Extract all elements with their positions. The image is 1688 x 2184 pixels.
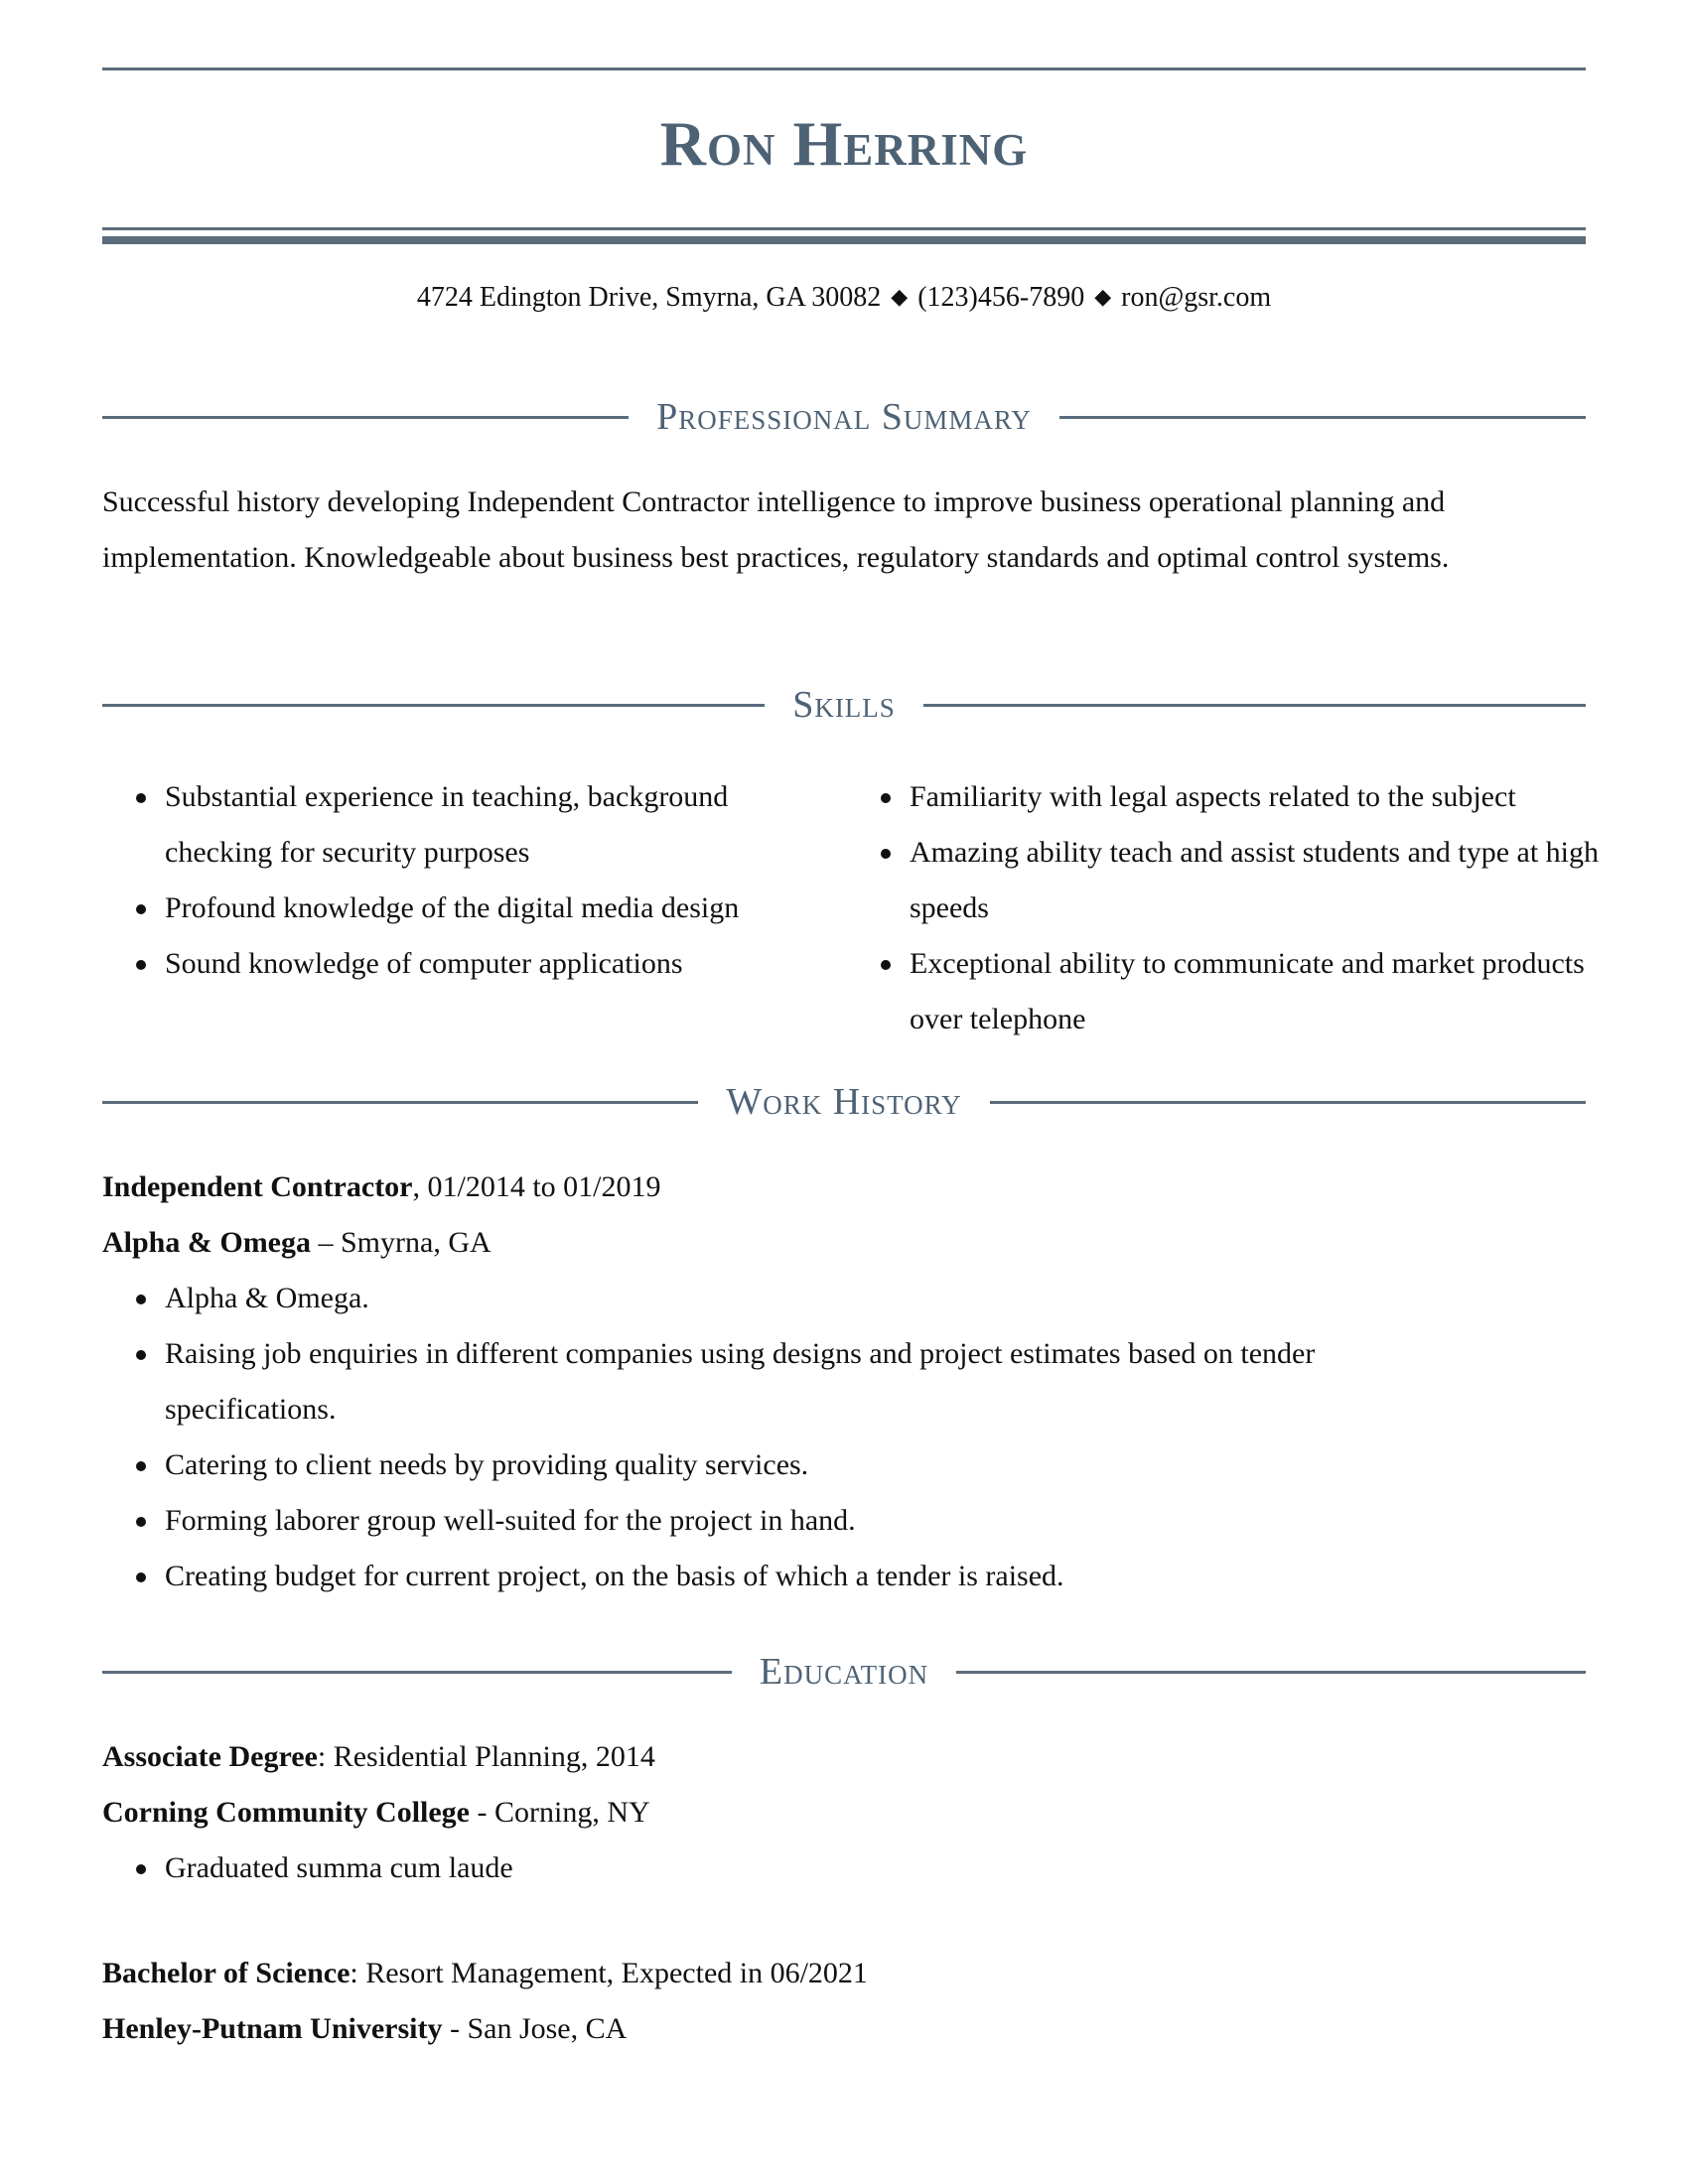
job-dates: , 01/2014 to 01/2019 (412, 1170, 661, 1203)
contact-email: ron@gsr.com (1121, 282, 1272, 313)
heading-rule-right (1059, 416, 1586, 419)
heading-rule-right (990, 1101, 1586, 1104)
heading-rule-right (956, 1671, 1586, 1674)
skills-list-left (102, 769, 817, 992)
school-name: Corning Community College (102, 1796, 470, 1829)
skill-item: Amazing ability teach and assist students and type at high speeds (847, 825, 1602, 936)
skill-item: Familiarity with legal aspects related to the subject (847, 769, 1602, 825)
education-bullets (102, 1841, 1586, 1896)
name-rule-thin (102, 227, 1586, 230)
summary-heading (102, 395, 1586, 439)
summary-title: Professional Summary (656, 396, 1032, 438)
skills-heading (102, 683, 1586, 727)
heading-rule-left (102, 1101, 698, 1104)
heading-rule-left (102, 416, 629, 419)
job-bullets (102, 1271, 1482, 1604)
school-location: - Corning, NY (470, 1796, 650, 1829)
heading-rule-left (102, 1671, 732, 1674)
job-title: Independent Contractor (102, 1170, 413, 1203)
school-name: Henley-Putnam University (102, 2012, 443, 2045)
work-title: Work History (726, 1081, 962, 1123)
job-bullet: Catering to client needs by providing quality services. (102, 1437, 1482, 1493)
top-rule (102, 68, 1586, 70)
skill-item: Sound knowledge of computer applications (102, 936, 817, 992)
degree-name: Associate Degree (102, 1740, 318, 1773)
school-line (102, 1785, 1586, 1841)
summary-text: Successful history developing Independent Contractor intelligence to improve business operational planning and implementation. Knowledgeable about business best practices, regulatory standards and optimal control systems. (102, 485, 1450, 574)
degree-detail: : Resort Management, Expected in 06/2021 (350, 1957, 868, 1989)
job-location: – Smyrna, GA (311, 1226, 492, 1259)
skills-list-right (847, 769, 1602, 1047)
degree-line (102, 1946, 1586, 2001)
job-title-line (102, 1160, 1586, 1215)
contact-line (102, 282, 1586, 314)
skill-item: Exceptional ability to communicate and market products over telephone (847, 936, 1602, 1047)
degree-name: Bachelor of Science (102, 1957, 351, 1989)
heading-rule-left (102, 704, 765, 707)
school-line (102, 2001, 1586, 2057)
skill-item: Substantial experience in teaching, background checking for security purposes (102, 769, 817, 881)
skills-title: Skills (792, 684, 896, 726)
diamond-separator-icon: ◆ (1094, 284, 1112, 309)
education-bullet: Graduated summa cum laude (102, 1841, 1586, 1896)
job-bullet: Forming laborer group well-suited for the project in hand. (102, 1493, 1482, 1549)
job-bullet: Raising job enquiries in different companies using designs and project estimates based on tender specifications. (102, 1326, 1482, 1437)
education-title: Education (759, 1651, 929, 1693)
contact-address: 4724 Edington Drive, Smyrna, GA 30082 (416, 282, 882, 313)
contact-phone: (123)456-7890 (917, 282, 1085, 313)
job-bullet: Alpha & Omega. (102, 1271, 1482, 1326)
skill-item: Profound knowledge of the digital media design (102, 881, 817, 936)
job-company: Alpha & Omega (102, 1226, 311, 1259)
school-location: - San Jose, CA (442, 2012, 628, 2045)
candidate-name: Ron Herring (659, 108, 1029, 179)
job-bullet: Creating budget for current project, on the basis of which a tender is raised. (102, 1549, 1482, 1604)
degree-line (102, 1729, 1586, 1785)
education-heading (102, 1650, 1586, 1694)
diamond-separator-icon: ◆ (891, 284, 909, 309)
heading-rule-right (923, 704, 1586, 707)
name-rule-thick (102, 236, 1586, 244)
job-company-line (102, 1215, 1586, 1271)
degree-detail: : Residential Planning, 2014 (317, 1740, 655, 1773)
work-heading (102, 1080, 1586, 1124)
